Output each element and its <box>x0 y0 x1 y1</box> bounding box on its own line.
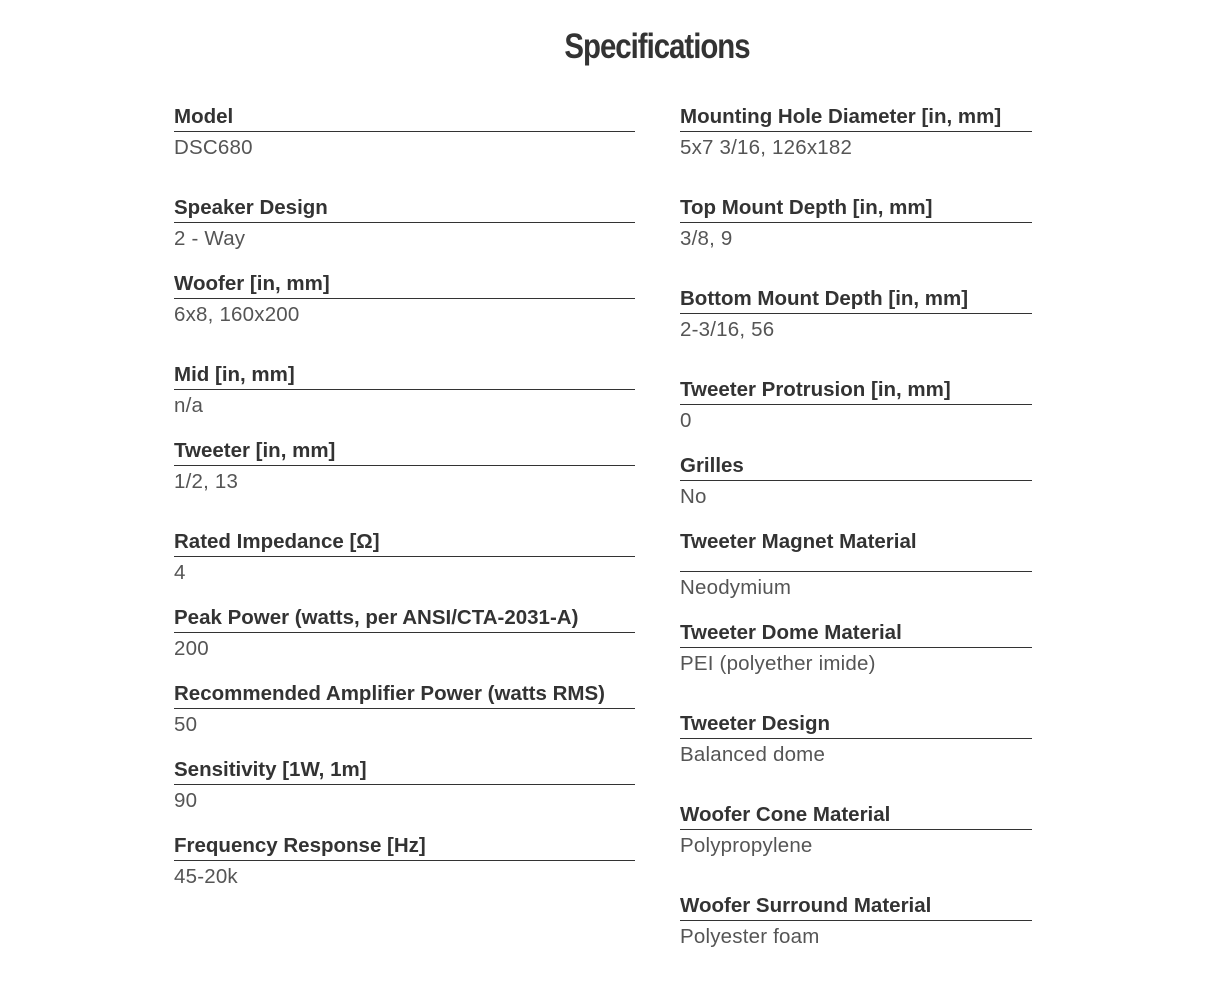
spec-model <box>174 104 635 161</box>
divider <box>680 222 1032 223</box>
spec-label: Mounting Hole Diameter [in, mm] <box>680 105 1002 128</box>
spec-label: Tweeter Magnet Material <box>680 530 917 553</box>
divider <box>174 860 635 861</box>
spec-value: 90 <box>174 789 198 812</box>
divider <box>680 738 1032 739</box>
spec-rated-impedance <box>174 529 635 586</box>
spec-value: 4 <box>174 561 186 584</box>
spec-peak-power <box>174 605 635 662</box>
spec-value: 50 <box>174 713 198 736</box>
spec-label: Peak Power (watts, per ANSI/CTA-2031-A) <box>174 606 579 629</box>
spec-mid <box>174 362 635 419</box>
spec-tweeter-magnet-material <box>680 529 1032 601</box>
spec-label: Woofer Cone Material <box>680 803 891 826</box>
spec-label: Recommended Amplifier Power (watts RMS) <box>174 682 605 705</box>
spec-value: No <box>680 485 707 508</box>
spec-label: Tweeter Dome Material <box>680 621 902 644</box>
spec-label: Frequency Response [Hz] <box>174 834 426 857</box>
divider <box>174 632 635 633</box>
spec-label: Tweeter Protrusion [in, mm] <box>680 378 951 401</box>
spec-value: 6x8, 160x200 <box>174 303 300 326</box>
spec-label: Bottom Mount Depth [in, mm] <box>680 287 969 310</box>
divider <box>174 784 635 785</box>
spec-woofer-surround-material <box>680 893 1032 950</box>
spec-value: PEI (polyether imide) <box>680 652 876 675</box>
divider <box>174 131 635 132</box>
spec-value: n/a <box>174 394 204 417</box>
divider <box>174 298 635 299</box>
spec-tweeter <box>174 438 635 495</box>
divider <box>680 920 1032 921</box>
spec-woofer-cone-material <box>680 802 1032 859</box>
divider <box>680 647 1032 648</box>
spec-value: 2 - Way <box>174 227 246 250</box>
divider <box>174 556 635 557</box>
spec-mounting-hole-diameter <box>680 104 1032 161</box>
divider <box>680 571 1032 572</box>
spec-label: Grilles <box>680 454 744 477</box>
spec-value: Polypropylene <box>680 834 813 857</box>
spec-value: Polyester foam <box>680 925 820 948</box>
spec-label: Mid [in, mm] <box>174 363 295 386</box>
spec-value: 0 <box>680 409 692 432</box>
spec-value: 5x7 3/16, 126x182 <box>680 136 853 159</box>
divider <box>680 480 1032 481</box>
divider <box>680 313 1032 314</box>
spec-value: DSC680 <box>174 136 253 159</box>
spec-speaker-design <box>174 195 635 252</box>
spec-tweeter-protrusion <box>680 377 1032 434</box>
spec-label: Top Mount Depth [in, mm] <box>680 196 933 219</box>
spec-sensitivity <box>174 757 635 814</box>
spec-bottom-mount-depth <box>680 286 1032 343</box>
spec-label: Woofer Surround Material <box>680 894 932 917</box>
divider <box>680 404 1032 405</box>
divider <box>680 829 1032 830</box>
spec-frequency-response <box>174 833 635 890</box>
spec-grilles <box>680 453 1032 510</box>
spec-value: 45-20k <box>174 865 238 888</box>
divider <box>174 708 635 709</box>
page-title: Specifications <box>564 27 750 66</box>
spec-value: Neodymium <box>680 576 792 599</box>
spec-woofer <box>174 271 635 328</box>
spec-value: 3/8, 9 <box>680 227 733 250</box>
spec-label: Tweeter [in, mm] <box>174 439 336 462</box>
spec-label: Tweeter Design <box>680 712 830 735</box>
spec-label: Model <box>174 105 234 128</box>
divider <box>680 131 1032 132</box>
spec-recommended-amplifier-power <box>174 681 635 738</box>
spec-label: Sensitivity [1W, 1m] <box>174 758 367 781</box>
spec-value: 1/2, 13 <box>174 470 239 493</box>
spec-tweeter-dome-material <box>680 620 1032 677</box>
spec-value: 2-3/16, 56 <box>680 318 775 341</box>
divider <box>174 465 635 466</box>
spec-label: Woofer [in, mm] <box>174 272 330 295</box>
divider <box>174 222 635 223</box>
spec-label: Speaker Design <box>174 196 328 219</box>
divider <box>174 389 635 390</box>
spec-value: 200 <box>174 637 209 660</box>
spec-label: Rated Impedance [Ω] <box>174 530 380 553</box>
spec-top-mount-depth <box>680 195 1032 252</box>
spec-tweeter-design <box>680 711 1032 768</box>
spec-value: Balanced dome <box>680 743 826 766</box>
